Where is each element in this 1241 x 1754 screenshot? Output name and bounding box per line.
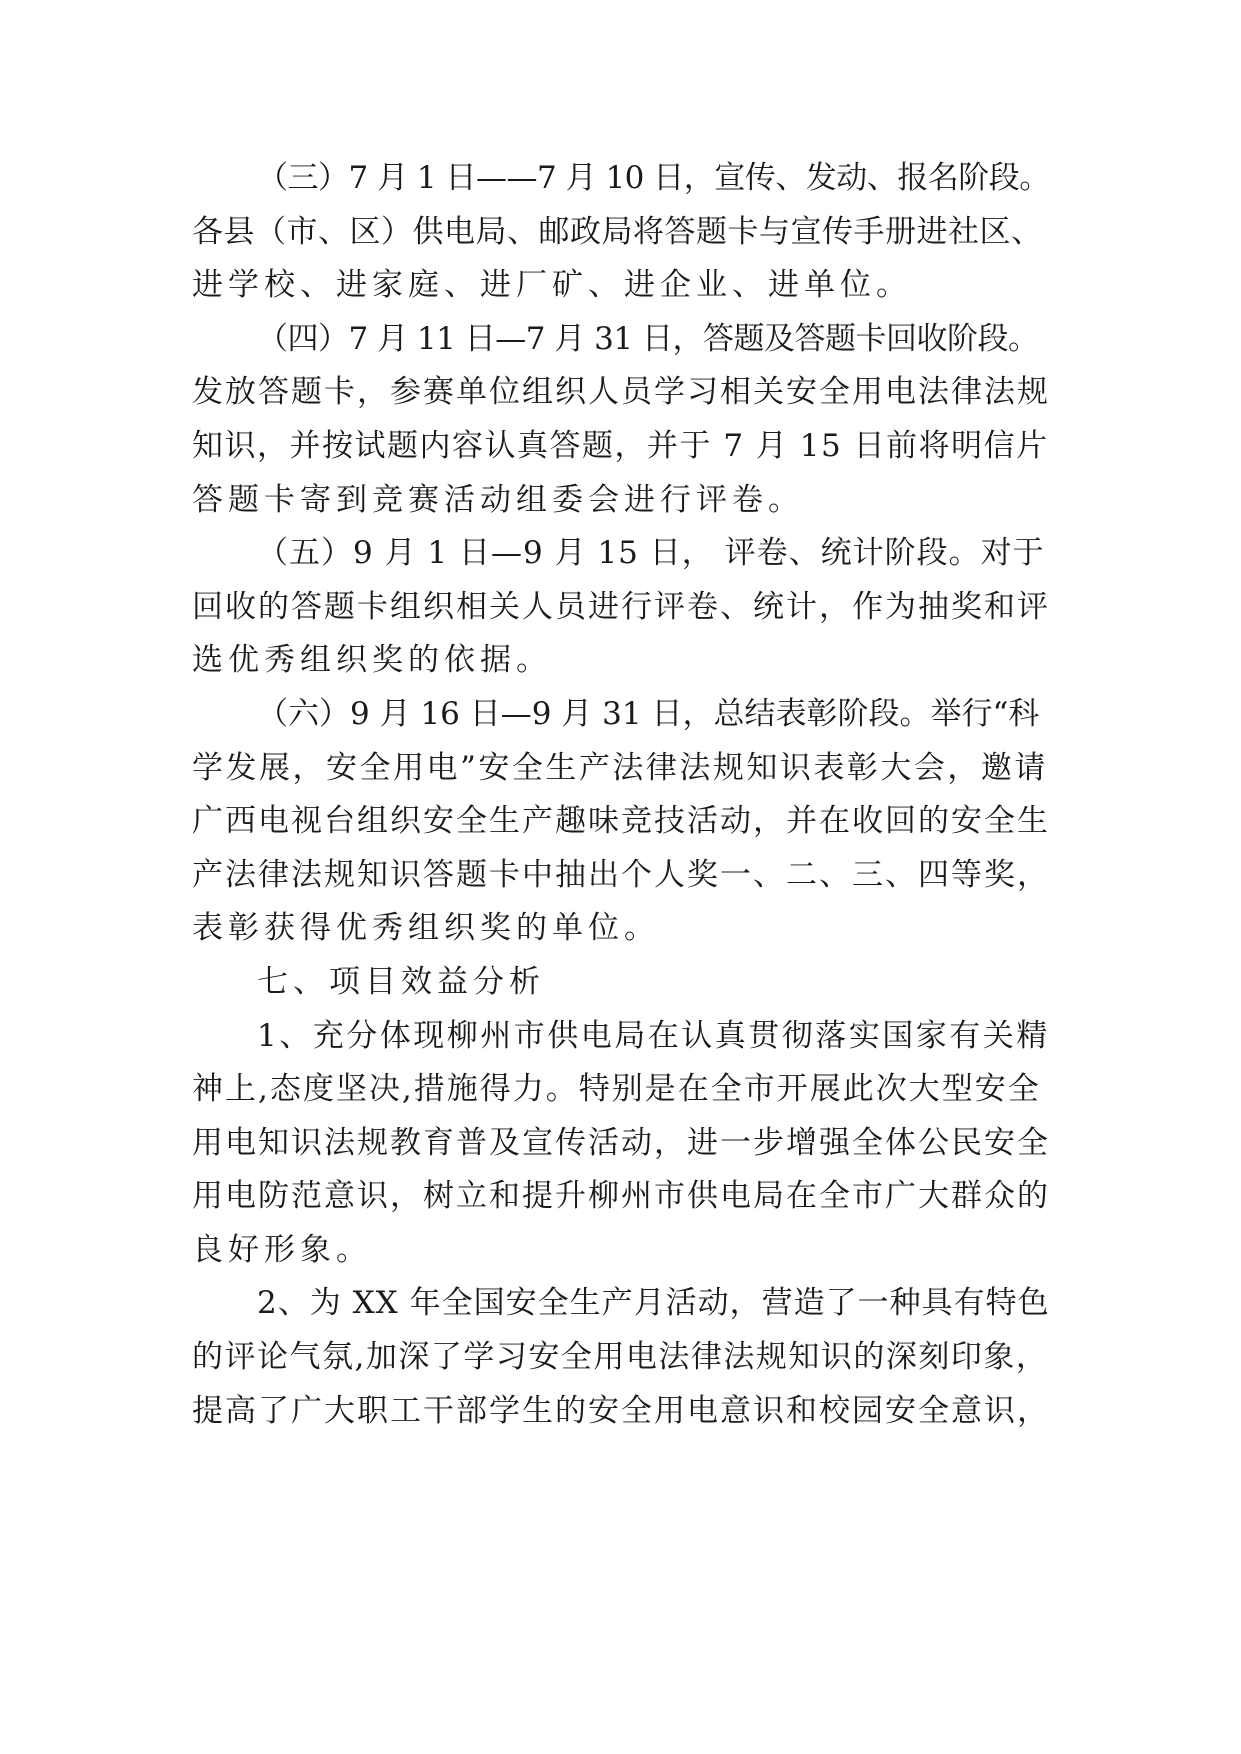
paragraph-line: （五）9 月 1 日—9 月 15 日， 评卷、统计阶段。对于 bbox=[257, 535, 1045, 572]
paragraph-line: 学发展，安全用电”安全生产法律法规知识表彰大会，邀请 bbox=[192, 749, 1048, 786]
paragraph-line: 神上,态度坚决,措施得力。特别是在全市开展此次大型安全 bbox=[192, 1071, 1041, 1108]
paragraph-line: 1、充分体现柳州市供电局在认真贯彻落实国家有关精 bbox=[257, 1017, 1050, 1054]
paragraph-line: 2、为 XX 年全国安全生产月活动，营造了一种具有特色 bbox=[257, 1285, 1050, 1322]
paragraph-line: 回收的答题卡组织相关人员进行评卷、统计，作为抽奖和评 bbox=[192, 588, 1050, 625]
paragraph-line: 良好形象。 bbox=[192, 1231, 372, 1268]
paragraph-line: 进学校、进家庭、进厂矿、进企业、进单位。 bbox=[192, 267, 912, 304]
paragraph-line: 的评论气氛,加深了学习安全用电法律法规知识的深刻印象， bbox=[192, 1339, 1049, 1376]
paragraph-line: 提高了广大职工干部学生的安全用电意识和校园安全意识， bbox=[192, 1392, 1050, 1429]
paragraph-line: 产法律法规知识答题卡中抽出个人奖一、二、三、四等奖， bbox=[192, 856, 1050, 893]
document-body bbox=[192, 152, 1050, 1438]
paragraph-line: 用电防范意识，树立和提升柳州市供电局在全市广大群众的 bbox=[192, 1178, 1050, 1215]
paragraph-line: （六）9 月 16 日—9 月 31 日，总结表彰阶段。举行“科 bbox=[257, 695, 1040, 732]
paragraph-line: （三）7 月 1 日——7 月 10 日，宣传、发动、报名阶段。 bbox=[257, 160, 1050, 196]
paragraph-line: （四）7 月 11 日—7 月 31 日，答题及答题卡回收阶段。 bbox=[257, 320, 1039, 357]
paragraph-line: 发放答题卡，参赛单位组织人员学习相关安全用电法律法规 bbox=[192, 374, 1050, 411]
paragraph-line: 各县（市、区）供电局、邮政局将答题卡与宣传手册进社区、 bbox=[192, 213, 1043, 250]
paragraph-line: 选优秀组织奖的依据。 bbox=[192, 642, 552, 679]
paragraph-line: 知识，并按试题内容认真答题，并于 7 月 15 日前将明信片 bbox=[192, 427, 1049, 464]
section-heading: 七、项目效益分析 bbox=[257, 963, 545, 1000]
paragraph-line: 用电知识法规教育普及宣传活动，进一步增强全体公民安全 bbox=[192, 1124, 1050, 1161]
paragraph-line: 广西电视台组织安全生产趣味竞技活动，并在收回的安全生 bbox=[192, 803, 1050, 840]
paragraph-line: 答题卡寄到竞赛活动组委会进行评卷。 bbox=[192, 481, 804, 518]
paragraph-line: 表彰获得优秀组织奖的单位。 bbox=[192, 910, 660, 947]
